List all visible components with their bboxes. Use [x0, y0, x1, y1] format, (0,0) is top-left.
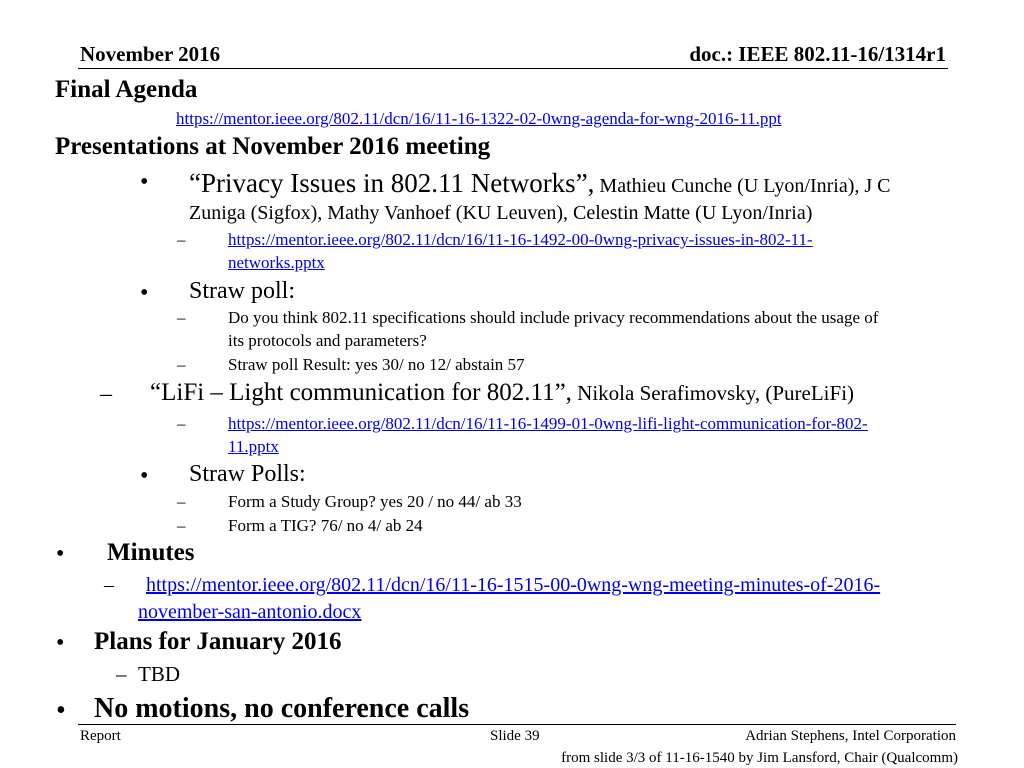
dash-icon: – [177, 308, 186, 327]
straw-poll-result: Straw poll Result: yes 30/ no 12/ abstain 57 [228, 355, 525, 374]
bullet-icon: • [140, 463, 149, 489]
presentation-lifi [150, 379, 854, 407]
dash-icon: – [177, 492, 186, 511]
minutes-link[interactable]: https://mentor.ieee.org/802.11/dcn/16/11-16-1515-00-0wng-wng-meeting-minutes-of-2016- [146, 574, 881, 596]
straw-poll-question-cont: its protocols and parameters? [228, 331, 427, 350]
footer-source: from slide 3/3 of 11-16-1540 by Jim Lansford, Chair (Qualcomm) [561, 750, 958, 766]
straw-poll-study-group: Form a Study Group? yes 20 / no 44/ ab 33 [228, 492, 522, 511]
dash-icon: – [104, 574, 114, 596]
agenda-title: Final Agenda [55, 76, 198, 103]
bullet-icon: • [140, 169, 149, 195]
minutes-title: Minutes [107, 539, 195, 566]
presentation-lifi-title: “LiFi – Light communication for 802.11”, [150, 379, 572, 406]
bullet-icon: • [56, 695, 66, 726]
footer-rule [78, 724, 956, 725]
footer-slide-number: Slide 39 [490, 728, 540, 744]
presentations-title: Presentations at November 2016 meeting [55, 133, 491, 160]
motions-title: No motions, no conference calls [94, 693, 470, 724]
bullet-icon: • [140, 280, 149, 306]
dash-icon: – [177, 355, 186, 374]
privacy-link-cont[interactable]: networks.pptx [228, 253, 325, 272]
straw-poll-tig: Form a TIG? 76/ no 4/ ab 24 [228, 516, 423, 535]
presentation-privacy-authors-cont: Zuniga (Sigfox), Mathy Vanhoef (KU Leuven), Celestin Matte (U Lyon/Inria) [189, 202, 813, 224]
bullet-icon: • [56, 541, 65, 567]
dash-icon: – [116, 662, 127, 686]
straw-polls-label: Straw Polls: [189, 461, 306, 487]
header-date: November 2016 [80, 42, 221, 66]
bullet-icon: • [56, 630, 65, 656]
dash-icon: – [177, 516, 186, 535]
privacy-link[interactable]: https://mentor.ieee.org/802.11/dcn/16/11-16-1492-00-0wng-privacy-issues-in-802-11- [228, 230, 813, 249]
presentation-lifi-authors: Nikola Serafimovsky, (PureLiFi) [571, 381, 855, 405]
plans-title: Plans for January 2016 [94, 628, 342, 655]
dash-icon: – [177, 414, 186, 433]
minutes-link-cont[interactable]: november-san-antonio.docx [138, 601, 362, 623]
presentation-privacy-authors: Mathieu Cunche (U Lyon/Inria), J C [594, 175, 891, 197]
plans-item: TBD [138, 662, 180, 686]
presentation-privacy [189, 168, 890, 199]
agenda-link[interactable]: https://mentor.ieee.org/802.11/dcn/16/11-16-1322-02-0wng-agenda-for-wng-2016-11.ppt [176, 109, 782, 128]
footer-report: Report [80, 728, 121, 744]
lifi-link[interactable]: https://mentor.ieee.org/802.11/dcn/16/11-16-1499-01-0wng-lifi-light-communication-for-802- [228, 414, 868, 433]
presentation-privacy-title: “Privacy Issues in 802.11 Networks”, [189, 168, 595, 198]
straw-poll-label: Straw poll: [189, 278, 295, 304]
footer-author: Adrian Stephens, Intel Corporation [745, 728, 956, 744]
dash-icon: – [100, 381, 112, 407]
header-doc-id: doc.: IEEE 802.11-16/1314r1 [689, 42, 946, 66]
dash-icon: – [177, 230, 186, 249]
straw-poll-question: Do you think 802.11 specifications should include privacy recommendations about the usage of [228, 308, 879, 327]
lifi-link-cont[interactable]: 11.pptx [228, 437, 279, 456]
header-rule [78, 68, 948, 69]
